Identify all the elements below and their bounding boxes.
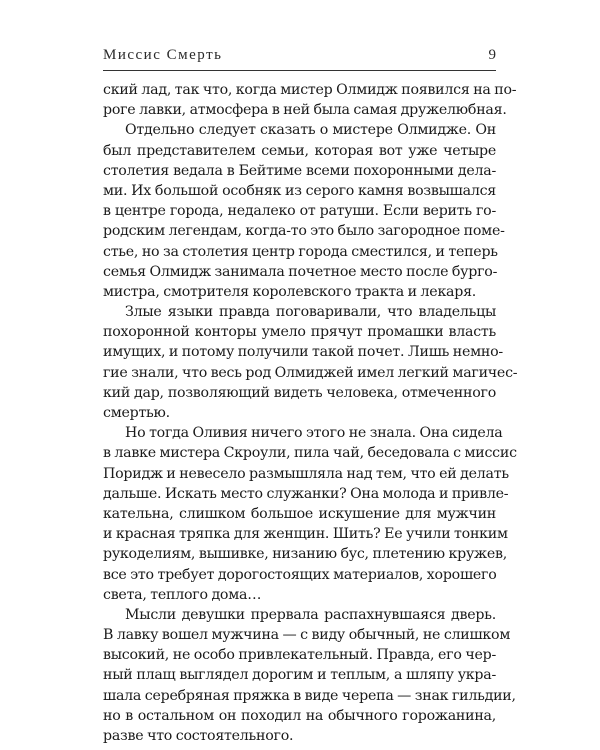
text-line: шала серебряная пряжка в виде черепа — знак гильдии,	[103, 687, 516, 704]
text-line: высокий, не особо привлекательный. Правда, его чер-	[103, 647, 496, 664]
text-line: гие знали, что весь род Олмиджей имел легкий магичес-	[103, 364, 518, 381]
text-line: в центре города, недалеко от ратуши. Если верить го-	[103, 203, 496, 220]
running-title: Миссис Смерть	[103, 47, 223, 63]
text-line: кий дар, позволяющий видеть человека, отмеченного	[103, 384, 496, 401]
text-line: и красная тряпка для женщин. Шить? Ее учили тонким	[103, 526, 508, 543]
text-line: ский лад, так что, когда мистер Олмидж появился на по-	[103, 82, 517, 98]
text-line: но в остальном он походил на обычного горожанина,	[103, 707, 496, 724]
text-line: кательна, слишком большое искушение для мужчин	[103, 505, 496, 522]
text-line: был представителем семьи, которая вот уже четыре	[103, 142, 496, 159]
text-line: В лавку вошел мужчина — с виду обычный, не слишком	[103, 627, 511, 644]
text-line: смертью.	[103, 405, 170, 421]
text-line: Поридж и невесело размышляла над тем, что ей делать	[103, 465, 509, 482]
text-line: дальше. Искать место служанки? Она молода и привле-	[103, 485, 509, 502]
running-header	[103, 40, 496, 64]
text-line: Злые языки правда поговаривали, что владельцы	[125, 304, 496, 321]
header-rule	[103, 70, 496, 71]
text-line: света, теплого дома…	[103, 586, 262, 603]
text-line: роге лавки, атмосфера в ней была самая дружелюбная.	[103, 102, 507, 119]
text-line: похоронной конторы умело прячут промашки власть	[103, 324, 496, 341]
text-line: мистра, смотрителя королевского тракта и лекаря.	[103, 283, 477, 300]
text-line: ный плащ выглядел дорогим и теплым, а шляпу укра-	[103, 667, 496, 684]
page-number: 9	[488, 47, 496, 63]
text-line: рукоделиям, вышивке, низанию бус, плетению кружев,	[103, 546, 508, 563]
text-line: стье, но за столетия центр города сместился, и теперь	[103, 243, 498, 260]
text-line: в лавке мистера Скроули, пила чай, беседовала с миссис	[103, 445, 517, 462]
text-line: столетия ведала в Бейтиме всеми похоронными дела-	[103, 162, 496, 179]
text-line: имущих, и потому получили такой почет. Лишь немно-	[103, 344, 503, 361]
text-line: ми. Их большой особняк из серого камня возвышался	[103, 182, 496, 199]
text-line: Отдельно следует сказать о мистере Олмидже. Он	[125, 122, 496, 139]
text-line: разве что состоятельного.	[103, 728, 294, 744]
text-line: все это требует дорогостоящих материалов, хорошего	[103, 566, 497, 583]
text-line: семья Олмидж занимала почетное место после бурго-	[103, 263, 498, 280]
text-line: Мысли девушки прервала распахнувшаяся дверь.	[125, 606, 496, 623]
body-text	[103, 80, 518, 746]
text-line: родским легендам, когда-то это было загородное поме-	[103, 223, 505, 240]
text-line: Но тогда Оливия ничего этого не знала. Она сидела	[125, 425, 503, 442]
